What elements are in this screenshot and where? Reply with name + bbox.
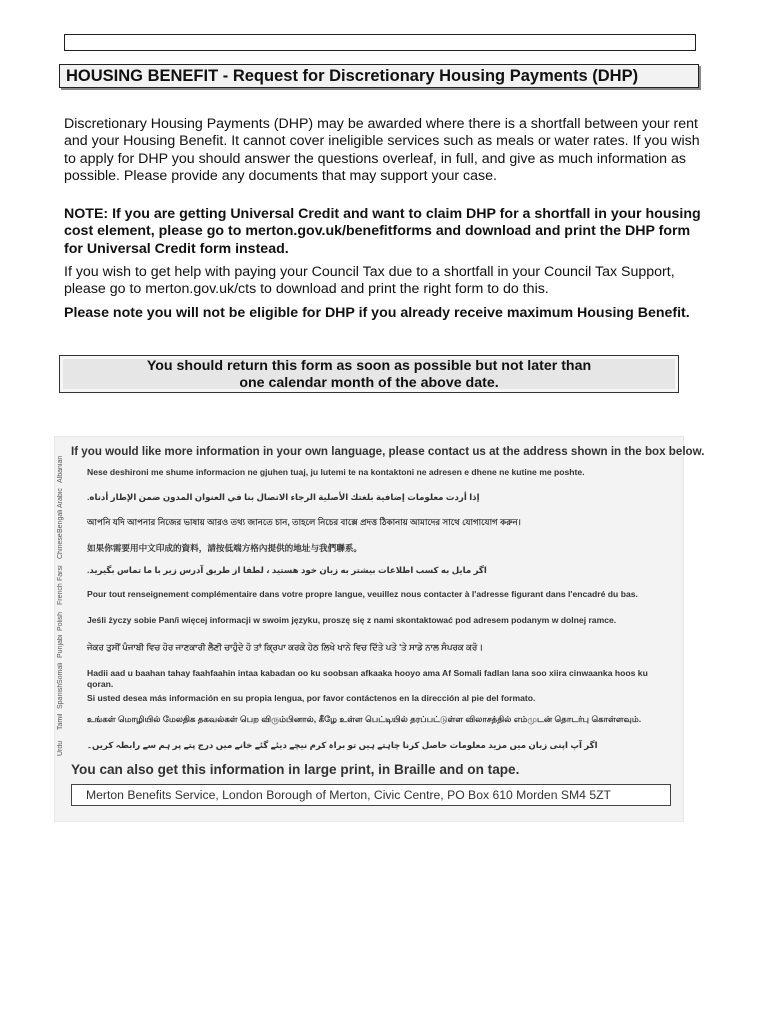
council-tax-paragraph: If you wish to get help with paying your Council Tax due to a shortfall in your Council Tax Support, please go to merton.gov.uk/cts to download and print the right form to do this.	[64, 264, 675, 298]
eligibility-note: Please note you will not be eligible for DHP if you already receive maximum Housing Benefit.	[64, 305, 690, 321]
intro-paragraph: Discretionary Housing Payments (DHP) may be awarded where there is a shortfall between your rent and your Housing Benefit. It cannot cover ineligible services such as meals or water rates. If you wish to apply for DHP you should answer the questions overleaf, in full, and give as much information as possible. Please provide any documents that may support your case.	[64, 116, 700, 185]
language-text: আপনি যদি আপনার নিজের ভাষায় আরও তথ্য জানতে চান, তাহলে নিচের বাক্সে প্রদত্ত ঠিকানায় আমাদের সাথে যোগাযোগ করুন।	[87, 517, 521, 527]
language-label: French	[57, 583, 64, 605]
language-text: اگر آپ اپنی زبان میں مزید معلومات حاصل کرنا چاہتے ہیں تو براہ کرم نیچے دیئے گئے خانے میں درج پتے پر ہم سے رابطہ کریں۔	[87, 740, 598, 750]
return-deadline-text	[60, 358, 678, 392]
language-text: உங்கள் மொழியில் மேலதிக தகவல்கள் பெற விரும்பினால், கீழே உள்ள பெட்டியில் தரப்பட்டுள்ள விலாசத்தில் எம்முடன் தொடர்பு கொள்ளவும்.	[87, 714, 642, 724]
language-text: Nese deshironi me shume informacion ne gjuhen tuaj, ju lutemi te na kontaktoni ne adresen e dhene ne kutine me poshte.	[87, 467, 585, 477]
return-line-1: You should return this form as soon as possible but not later than	[146, 358, 592, 374]
return-deadline-box	[59, 355, 679, 393]
address-text: Merton Benefits Service, London Borough of Merton, Civic Centre, PO Box 610 Morden SM4 5ZT	[86, 788, 611, 802]
universal-credit-note: NOTE: If you are getting Universal Credit and want to claim DHP for a shortfall in your housing cost element, please go to merton.gov.uk/benefitforms and download and print the DHP form for Universal Credit form instead.	[64, 206, 701, 257]
large-print-note: You can also get this information in large print, in Braille and on tape.	[71, 762, 520, 777]
language-label: Punjabi	[57, 634, 64, 658]
language-text: Hadii aad u baahan tahay faahfaahin intaa kabadan oo ku soobsan afkaaka hooyo ama Af Somali fadlan lana soo xiira cinwaanka hoos ku qoran.	[87, 668, 648, 689]
language-text: Si usted desea más información en su propia lengua, por favor contáctenos en la dirección al pie del formato.	[87, 693, 536, 703]
language-label: Somali	[57, 662, 64, 684]
address-box	[71, 784, 671, 806]
page-title: HOUSING BENEFIT - Request for Discretionary Housing Payments (DHP)	[66, 67, 639, 85]
language-text: 如果你需要用中文印成的資料，請按低端方格內提供的地址与我們聯系。	[87, 543, 363, 553]
language-text: Pour tout renseignement complémentaire dans votre propre langue, veuillez nous contacter à l'adresse figurant dans l'encadré du bas.	[87, 589, 638, 599]
language-label: Tamil	[57, 713, 64, 730]
return-line-2: one calendar month of the above date.	[239, 375, 499, 391]
language-panel	[54, 436, 705, 822]
language-text: Jeśli życzy sobie Pan/i więcej informacji w swoim języku, proszę się z nami skontaktować pod adresem podanym w dolnej ramce.	[87, 615, 617, 625]
language-label: Urdu	[57, 740, 64, 756]
language-text: ਜੇਕਰ ਤੁਸੀਂ ਪੰਜਾਬੀ ਵਿਚ ਹੋਰ ਜਾਣਕਾਰੀ ਲੈਣੀ ਚਾਹੁੰਦੇ ਹੋ ਤਾਂ ਕ੍ਰਿਪਾ ਕਰਕੇ ਹੇਠ ਲਿਖੇ ਖਾਨੇ ਵਿਚ ਦਿੱਤੇ ਪਤੇ 'ਤੇ ਸਾਡੇ ਨਾਲ ਸੰਪਰਕ ਕਰੋ।	[87, 642, 484, 652]
language-header: If you would like more information in your own language, please contact us at the address shown in the box below.	[71, 445, 705, 458]
language-text: إذا أردت معلومات إضافية بلغتك الأصلية الرجاء الاتصال بنا في العنوان المدون ضمن الإطار أدناه.	[87, 492, 480, 502]
title-box	[59, 64, 699, 88]
language-label: Spanish	[57, 683, 64, 709]
language-label: Chinese	[57, 533, 64, 559]
language-text: اگر مایل به کسب اطلاعات بیشتر به زبان خود هستید ، لطفا از طریق آدرس زیر با ما تماس بگیرید.	[87, 565, 487, 575]
language-label: Bengali	[57, 509, 64, 533]
reference-box	[64, 34, 696, 51]
language-label: Arabic	[57, 488, 64, 508]
language-label: Albanian	[57, 455, 64, 483]
language-label: Farsi	[57, 565, 64, 581]
language-label: Polish	[57, 611, 64, 631]
